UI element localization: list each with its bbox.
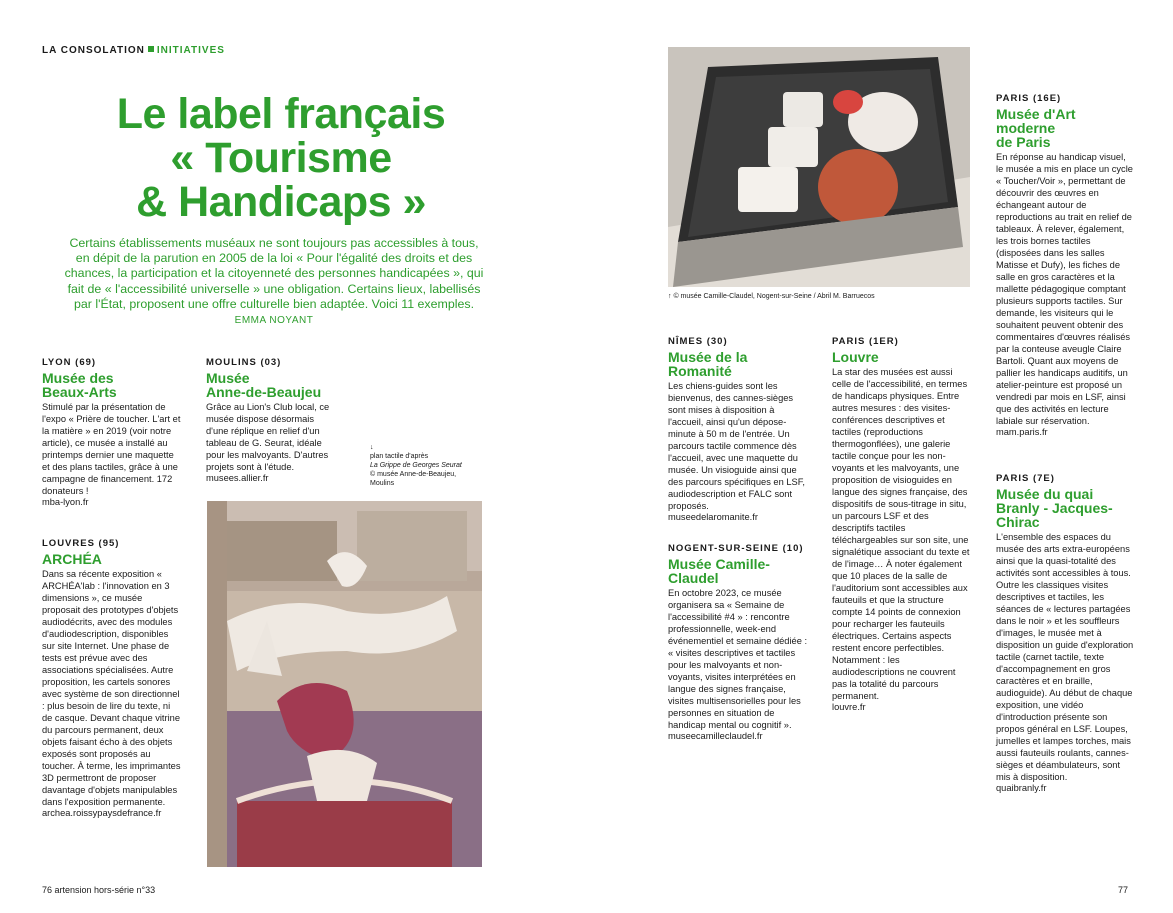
tactile-plan-photo	[207, 501, 482, 867]
seurat-caption	[370, 443, 480, 488]
page-number-right: 77	[1118, 885, 1129, 895]
museum-text: La star des musées est aussi celle de l'accessibilité, en termes de handicaps physiques. Entre autres mesures : des visites-conférences descriptives et tactiles (reproductions thermogonflées), une galerie tactile conçue pour les non-voyants et les malvoyants, une proposition de visioguides en langue des signes française, des dispositifs de sous-titrage in situ, un parcours LSF et des descriptifs tactiles téléchargeables sur son site, une signalétique associant du texte et de l'image… À noter également que 10 places de la salle de l'auditorium sont accessibles aux fauteuils et que la structure compte 14 points de connexion pour recharger les fauteuils électriques. Certains aspects restent encore perfectibles. Notamment : les audiodescriptions ne couvrent pas la totalité du parcours permanent.	[832, 367, 970, 701]
city-label: LYON (69)	[42, 357, 97, 368]
museum-name-line: Musée des	[42, 370, 114, 386]
museum-name-line: Anne-de-Beaujeu	[206, 384, 322, 400]
title-line-2: « Tourisme	[170, 134, 392, 182]
museum-moulins	[206, 357, 356, 483]
museum-nogent	[668, 543, 808, 741]
caption-line: La Grippe de Georges Seurat	[370, 462, 462, 469]
article-intro	[62, 236, 486, 328]
museum-url[interactable]: mba-lyon.fr	[42, 497, 89, 507]
museum-lyon	[42, 357, 182, 507]
museum-name	[42, 552, 182, 566]
museum-name	[42, 371, 182, 399]
museum-name-line: Musée Camille-	[668, 556, 770, 572]
caption-line: plan tactile d'après	[370, 453, 429, 460]
museum-name-line: Claudel	[668, 570, 719, 586]
tactile-plan-illustration	[207, 501, 482, 867]
title-line-1: Le label français	[116, 90, 446, 138]
museum-name-line: Beaux-Arts	[42, 384, 117, 400]
caption-line: © musée Anne-de-Beaujeu,	[370, 471, 457, 478]
museum-louvres	[42, 538, 182, 818]
section-label: LA CONSOLATION	[42, 45, 145, 56]
intro-text: Certains établissements muséaux ne sont toujours pas accessibles à tous, en dépit de la parution en 2005 de la loi « Pour l'égalité des droits et des chances, la participation et la citoyenneté des personnes handicapées », qui fait de « l'accessibilité universelle » une obligation. Certains lieux, labellisés par l'État, proposent une offre culturelle bien adaptée. Voici 11 exemples.	[64, 236, 484, 311]
square-icon	[148, 46, 154, 52]
museum-name-line: Branly - Jacques-	[996, 500, 1113, 516]
museum-text: En réponse au handicap visuel, le musée a mis en place un cycle « Toucher/Voir », permettant de découvrir des œuvres en échangeant autour de reproductions au trait en relief de tableaux. À relever, également, les trois bornes tactiles (disposées dans les salles Matisse et Dufy), les fiches de salle en gros caractères et la mallette pédagogique comptant plusieurs supports tactiles. Sur demande, les visiteurs qui le souhaitent peuvent obtenir des commentaires d'œuvres réalisés par la conteuse aveugle Claire Bartoli. Quant aux moyens de pallier les handicaps auditifs, un atelier-peinture est proposé un vendredi par mois en LSF, ainsi que des activités en lecture labiale sur réservation.	[996, 152, 1133, 426]
museum-name-line: moderne	[996, 120, 1056, 136]
museum-text: Dans sa récente exposition « ARCHÉA'lab : l'innovation en 3 dimensions », ce musée proposait des prototypes d'objets audiodécrits, avec des modules d'audiodescription, disponibles sur site Internet. Une phase de tests est prévue avec des associations spécialisées. Autre proposition, les cartels sonores avec système de son directionnel : plus besoin de lire du texte, ni de casque. Devant chaque vitrine du parcours permanent, deux objets faisant écho à des objets exposés sont proposés au toucher. À terme, les imprimantes 3D permettront de proposer davantage d'objets manipulables dans l'exposition permanente.	[42, 569, 181, 807]
museum-branly	[996, 473, 1136, 793]
museum-name-line: Musée du quai	[996, 486, 1094, 502]
caption-line: Moulins	[370, 480, 395, 487]
museum-name	[996, 487, 1136, 529]
museum-name-line: Louvre	[832, 349, 879, 365]
city-label: NOGENT-SUR-SEINE (10)	[668, 543, 804, 554]
museum-mam	[996, 93, 1134, 437]
title-line-3: & Handicaps »	[136, 178, 426, 226]
museum-name-line: Romanité	[668, 363, 732, 379]
museum-nimes	[668, 336, 808, 522]
museum-name	[996, 107, 1134, 149]
museum-name-line: de Paris	[996, 134, 1051, 150]
museum-url[interactable]: musees.allier.fr	[206, 473, 269, 483]
museum-text: Stimulé par la présentation de l'expo « Prière de toucher. L'art et la matière » en 2019 (voir notre article), ce musée a installé au printemps dernier une maquette et des plans tactiles, grâce à une campagne de financement. 172 donateurs !	[42, 402, 181, 496]
article-title	[66, 92, 496, 224]
author-name: EMMA NOYANT	[234, 315, 314, 327]
city-label: LOUVRES (95)	[42, 538, 120, 549]
museum-url[interactable]: louvre.fr	[832, 702, 866, 712]
museum-name	[832, 350, 972, 364]
city-label: MOULINS (03)	[206, 357, 282, 368]
museum-url[interactable]: quaibranly.fr	[996, 783, 1047, 793]
museum-text: L'ensemble des espaces du musée des arts extra-européens ainsi que la quasi-totalité des activités sont accessibles à tous. Outre les classiques visites descriptives et tactiles, les séances de « lectures partagées dans le noir » et les souffleurs d'images, le musée met à disposition un guide d'exploration tactile (carnet tactile, texte d'accompagnement en gros caractères et en braille, audioguide). Au début de chaque exposition, une vidéo d'introduction présente son propos général en LSF. Loupes, jumelles et lampes torches, mais aussi fauteuils roulants, cannes-sièges et déambulateurs, sont mis à disposition.	[996, 532, 1134, 782]
museum-louvre	[832, 336, 972, 712]
running-head	[42, 45, 225, 56]
city-label: NÎMES (30)	[668, 336, 728, 347]
museum-name	[668, 557, 808, 585]
subsection-label: INITIATIVES	[156, 45, 225, 56]
museum-name-line: ARCHÉA	[42, 551, 102, 567]
museum-url[interactable]: archea.roissypaysdefrance.fr	[42, 808, 162, 818]
museum-text: Les chiens-guides sont les bienvenus, des cannes-sièges sont mises à disposition à l'accueil, ainsi qu'un dépose-minute à 50 m de l'entrée. Un parcours tactile commence dès l'accueil, avec une maquette du musée. Un visioguide ainsi que des parcours spécifiques en LSF, audiodescription et FALC sont proposés.	[668, 381, 805, 511]
museum-name	[668, 350, 808, 378]
museum-name	[206, 371, 356, 399]
claudel-drawer-photo	[668, 47, 970, 287]
drawer-illustration	[668, 47, 970, 287]
city-label: PARIS (1ER)	[832, 336, 899, 347]
museum-name-line: Musée	[206, 370, 250, 386]
museum-name-line: Musée d'Art	[996, 106, 1076, 122]
city-label: PARIS (7E)	[996, 473, 1055, 484]
museum-url[interactable]: mam.paris.fr	[996, 427, 1048, 437]
page-number-left: 76 artension hors-série n°33	[42, 885, 156, 895]
claudel-caption: ↑ © musée Camille-Claudel, Nogent-sur-Seine / Abril M. Barruecos	[668, 293, 875, 300]
museum-text: Grâce au Lion's Club local, ce musée dispose désormais d'une réplique en relief d'un tableau de G. Seurat, idéale pour les malvoyants. D'autres projets sont à l'étude.	[206, 402, 330, 472]
museum-name-line: Chirac	[996, 514, 1040, 530]
down-arrow-icon: ↓	[370, 444, 374, 451]
museum-name-line: Musée de la	[668, 349, 748, 365]
museum-text: En octobre 2023, ce musée organisera sa « Semaine de l'accessibilité #4 » : rencontre professionnelle, week-end événementiel et semaine dédiée : « visites descriptives et tactiles pour les malvoyants et non-voyants, visites interprétées en langue des signes française, visites multisensorielles pour les personnes en situation de handicap mental ou cognitif ».	[668, 588, 808, 730]
museum-url[interactable]: museedelaromanite.fr	[668, 512, 758, 522]
city-label: PARIS (16E)	[996, 93, 1062, 104]
museum-url[interactable]: museecamilleclaudel.fr	[668, 731, 763, 741]
